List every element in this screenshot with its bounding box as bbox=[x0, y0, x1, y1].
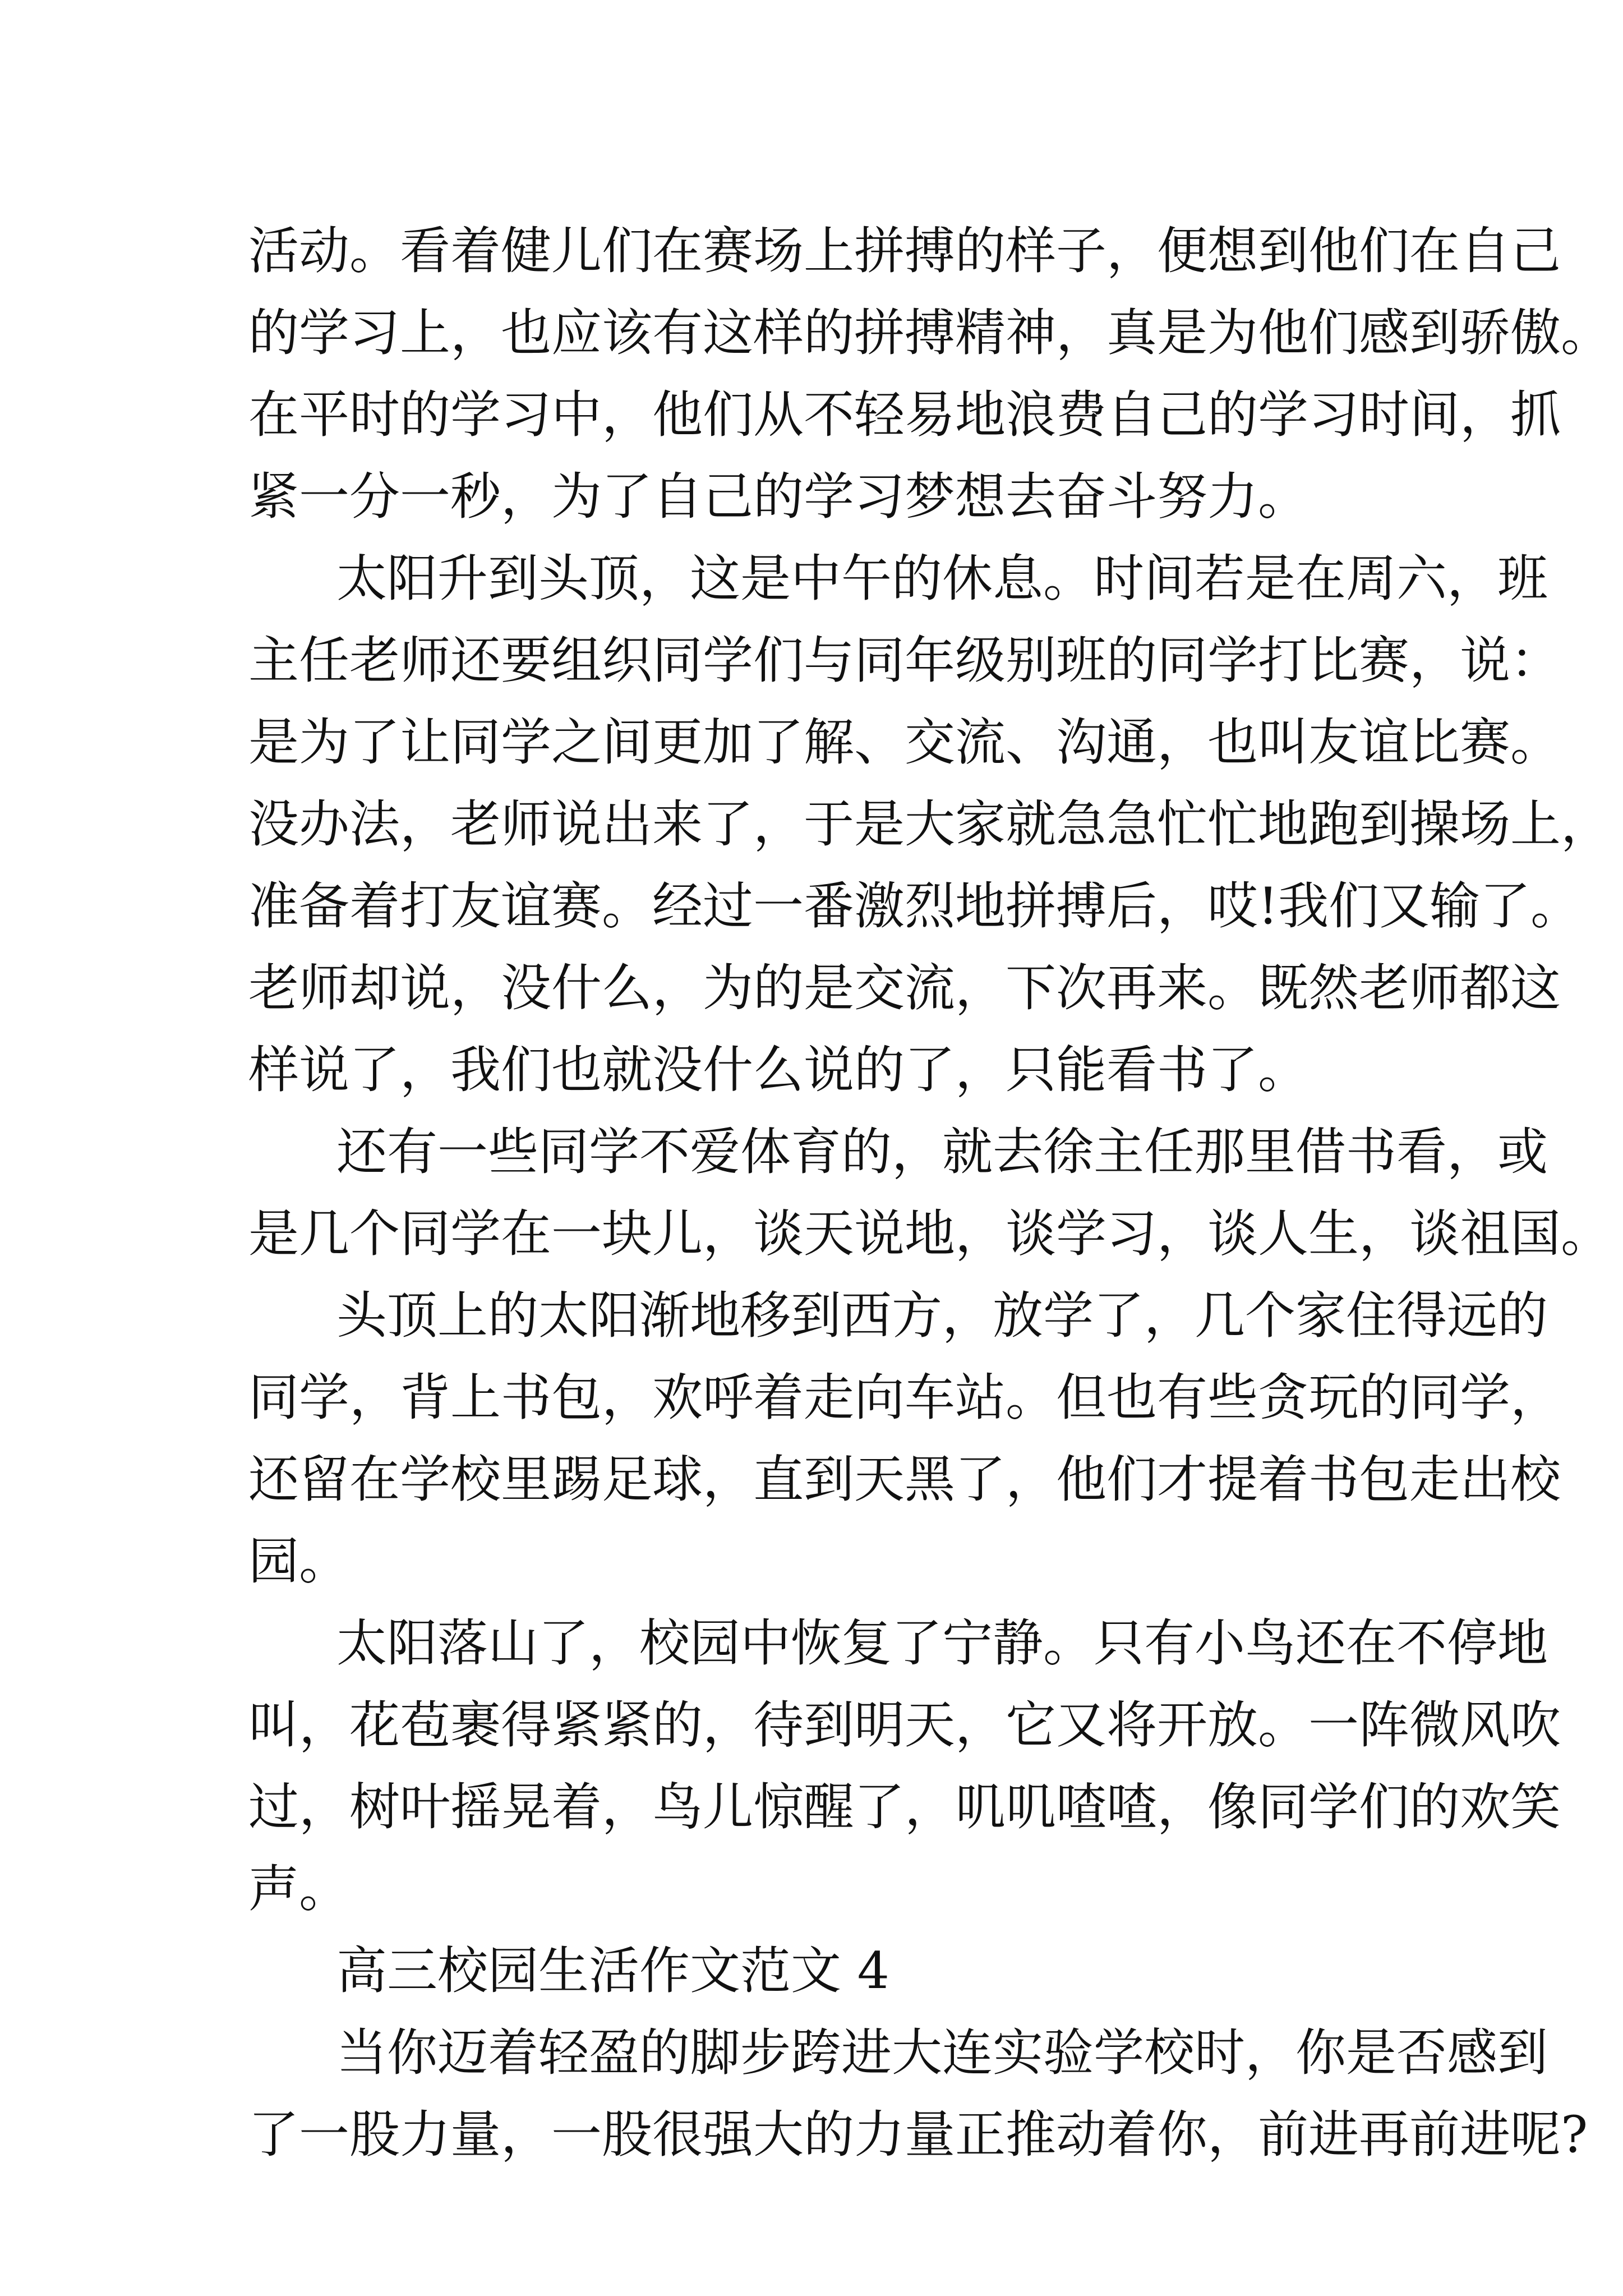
text-line: 没办法，老师说出来了，于是大家就急急忙忙地跑到操场上， bbox=[248, 795, 1611, 854]
text-line: 是几个同学在一块儿，谈天说地，谈学习，谈人生，谈祖国。 bbox=[248, 1204, 1611, 1263]
section-heading: 高三校园生活作文范文 4 bbox=[336, 1941, 889, 2000]
text-line: 活动。看着健儿们在赛场上拼搏的样子，便想到他们在自己 bbox=[248, 222, 1561, 280]
text-line: 了一股力量，一股很强大的力量正推动着你，前进再前进呢? bbox=[248, 2105, 1588, 2164]
text-line: 过，树叶摇晃着，鸟儿惊醒了，叽叽喳喳，像同学们的欢笑 bbox=[248, 1778, 1561, 1837]
paragraph-first-line: 太阳落山了，校园中恢复了宁静。只有小鸟还在不停地 bbox=[336, 1614, 1548, 1673]
text-line: 的学习上，也应该有这样的拼搏精神，真是为他们感到骄傲。 bbox=[248, 303, 1611, 362]
text-line: 叫，花苞裹得紧紧的，待到明天，它又将开放。一阵微风吹 bbox=[248, 1696, 1561, 1755]
text-line: 是为了让同学之间更加了解、交流、沟通，也叫友谊比赛。 bbox=[248, 713, 1561, 772]
text-line: 紧一分一秒，为了自己的学习梦想去奋斗努力。 bbox=[248, 467, 1308, 526]
text-line: 老师却说，没什么，为的是交流，下次再来。既然老师都这 bbox=[248, 959, 1561, 1018]
paragraph-first-line: 太阳升到头顶，这是中午的休息。时间若是在周六，班 bbox=[336, 549, 1548, 608]
paragraph-first-line: 头顶上的太阳渐地移到西方，放学了，几个家住得远的 bbox=[336, 1286, 1548, 1345]
text-line: 园。 bbox=[248, 1532, 349, 1591]
paragraph-first-line: 当你迈着轻盈的脚步跨进大连实验学校时，你是否感到 bbox=[336, 2023, 1548, 2082]
text-line: 声。 bbox=[248, 1860, 349, 1918]
document-body bbox=[248, 210, 1611, 2176]
text-line: 准备着打友谊赛。经过一番激烈地拼搏后，哎!我们又输了。 bbox=[248, 877, 1581, 936]
text-line: 同学，背上书包，欢呼着走向车站。但也有些贪玩的同学， bbox=[248, 1368, 1561, 1427]
paragraph-first-line: 还有一些同学不爱体育的，就去徐主任那里借书看，或 bbox=[336, 1122, 1548, 1181]
text-line: 还留在学校里踢足球，直到天黑了，他们才提着书包走出校 bbox=[248, 1450, 1561, 1509]
text-line: 主任老师还要组织同学们与同年级别班的同学打比赛，说： bbox=[248, 631, 1561, 690]
text-line: 样说了，我们也就没什么说的了，只能看书了。 bbox=[248, 1041, 1308, 1099]
text-line: 在平时的学习中，他们从不轻易地浪费自己的学习时间，抓 bbox=[248, 385, 1561, 444]
